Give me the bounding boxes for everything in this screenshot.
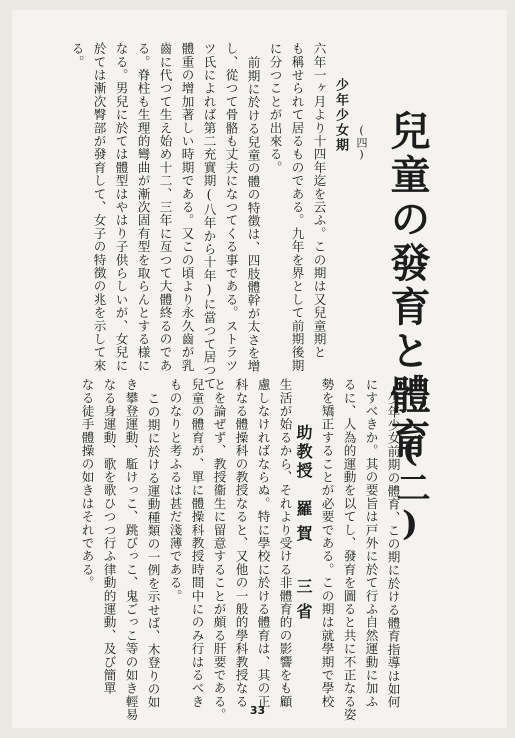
text-column: ツ氏によれば第二充實期(八年から十年)に當つて居つて: [201, 42, 217, 390]
author-role: 助教授: [294, 424, 313, 481]
text-column: 兒童の體育が、單に體操科教授時間中にのみ行はるべき: [189, 378, 205, 708]
text-column: き攀登運動、駈けっこ、跳びっこ、鬼ごっこ等の如き輕易: [123, 378, 139, 722]
text-column: 少年少女前期の體育、この期に於ける體育指導は如何: [385, 392, 401, 709]
text-column: る。: [69, 42, 85, 69]
text-column: 慮しなければならぬ。特に學校に於ける體育は、其の正: [255, 378, 271, 708]
text-column: し、從つて骨骼も丈夫になつてくる事である。ストラツ: [223, 42, 239, 372]
text-column: 生活が始るから、それより受ける非體育的の影響をも顧: [277, 378, 293, 708]
text-column: に分つことが出來る。: [267, 42, 283, 174]
text-column: 體重の增加著しい時期である。又この頃より永久齒が乳: [179, 42, 195, 372]
text-column: とを論ぜず、教授衞生に留意することが頗る肝要である。: [211, 378, 227, 722]
article-title: 兒童の發育と體育: [384, 110, 431, 462]
page-number: 33: [249, 704, 266, 717]
text-column: 六年一ヶ月より十四年迄を云ふ。この期は又兒童期と: [311, 42, 327, 359]
section-heading: 少年少女期: [333, 78, 348, 153]
text-column: 勢を矯正することが必要である。この期は就學期で學校: [319, 378, 335, 708]
text-column: るに、人為的運動を以てし、發育を圖ると共に不正なる姿: [341, 378, 357, 722]
text-column: も稱せられて居るものである。九年を界として前期後期: [289, 42, 305, 372]
text-column: 科なる體操科の教授なると、又他の一般的學科教授なる: [233, 378, 249, 708]
text-column: ものなりと考ふるは甚だ淺薄である。: [167, 378, 183, 603]
text-column: 於ては漸次臀部が發育して、女子の特徴の兆を示して來: [91, 42, 107, 372]
text-column: 前期に於ける兒童の體の特徴は、四肢體幹が太さを增: [245, 56, 261, 373]
text-column: なる。男兒に於ては體型はやはり子供らしいが、女兒に: [113, 42, 129, 372]
text-column: 齒に代つて生え始め十二、三年に亙つて大體終るのであ: [157, 42, 173, 372]
text-column: にすべきか。其の要旨は戸外に於て行ふ自然運動に加ふ: [363, 378, 379, 708]
text-column: なる徒手體操の如きはそれである。: [79, 378, 95, 590]
text-column: なる身運動、歌を歌ひつつ行ふ律動的運動、及び簡單: [101, 378, 117, 695]
text-column: この期に於ける運動種類の一例を示せば、木登りの如: [145, 392, 161, 709]
article-part: (二): [390, 430, 430, 544]
author-name: 羅賀 三省: [294, 500, 313, 628]
section-number: (四): [355, 124, 368, 161]
text-column: る。脊柱も生理的彎曲が漸次固有型を取らんとする様に: [135, 42, 151, 372]
